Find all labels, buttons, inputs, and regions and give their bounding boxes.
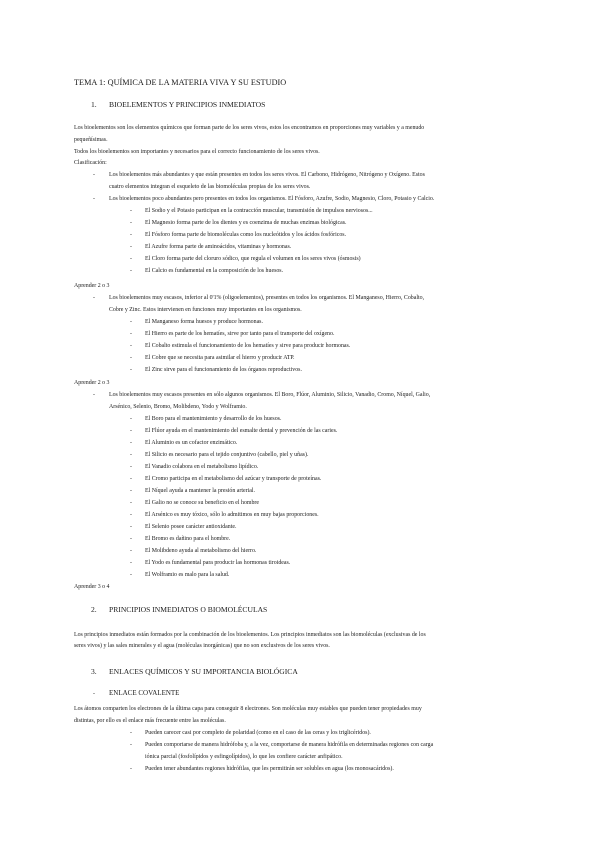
bullet-dash: - <box>130 440 132 446</box>
bullet-dash: - <box>130 244 132 250</box>
bullet-dash: - <box>130 355 132 361</box>
sub-list-item: El Arsénico es muy tóxico, sólo lo admitimos en muy bajas proporciones. <box>145 512 319 518</box>
bullet-dash: - <box>130 428 132 434</box>
sub-list-item: El Cloro forma parte del cloruro sódico, que regula el volumen en los seres vivos (ósmosis) <box>145 256 361 262</box>
bullet-dash: - <box>130 464 132 470</box>
bullet-dash: - <box>130 343 132 349</box>
sub-list-item: El Selenio posee carácter antioxidante. <box>145 524 237 530</box>
list-item: Los bioelementos muy escasos presentes en sólo algunos organismos. El Boro, Flúor, Aluminio, Silicio, Vanadio, Cromo, Níquel, Galio, <box>109 392 431 398</box>
bullet-dash: - <box>130 268 132 274</box>
bullet-dash: - <box>130 452 132 458</box>
sub-list-item: El Azufre forma parte de aminoácidos, vitaminas y hormonas. <box>145 244 292 250</box>
aprender-note: Aprender 2 o 3 <box>74 380 110 386</box>
bullet-dash: - <box>130 536 132 542</box>
sub-list-item: El Vanadio colabora en el metabolismo lipídico. <box>145 464 259 470</box>
sub-list-item: El Manganeso forma huesos y produce hormonas. <box>145 319 263 325</box>
sub-list-item: El Magnesio forma parte de los dientes y es coenzima de muchas enzimas biológicas. <box>145 220 347 226</box>
sub-list-item: El Galio no se conoce su beneficio en el hombre <box>145 500 260 506</box>
bullet-dash: - <box>130 367 132 373</box>
section-2-heading: PRINCIPIOS INMEDIATOS O BIOMOLÉCULAS <box>109 605 268 614</box>
sub-list-item: El Silicio es necesario para el tejido conjuntivo (cabello, piel y uñas). <box>145 452 309 458</box>
subsection-heading: ENLACE COVALENTE <box>109 689 180 697</box>
bullet-dash: - <box>93 392 95 398</box>
bullet-dash: - <box>130 208 132 214</box>
sub-list-item: iónica parcial (fosfolípidos y esfingolípidos), lo que les confiere carácter anfipático. <box>145 754 343 760</box>
bullet-dash: - <box>130 220 132 226</box>
list-item: Los bioelementos muy escasos, inferior al 0'1% (oligoelementos), presentes en todos los organismos. El Manganeso, Hierro, Cobalto, <box>109 295 425 301</box>
sub-list-item: El Aluminio es un cofactor enzimático. <box>145 440 238 446</box>
section-3-heading: ENLACES QUÍMICOS Y SU IMPORTANCIA BIOLÓGICA <box>109 667 298 676</box>
paragraph-line: Los bioelementos son los elementos químicos que forman parte de los seres vivos, estos los encontramos en proporciones muy variables y a menudo <box>74 125 425 131</box>
bullet-dash: - <box>130 488 132 494</box>
sub-list-item: El Calcio es fundamental en la composición de los huesos. <box>145 268 284 274</box>
list-item: Cobre y Zinc. Estos intervienen en funciones muy importantes en los organismos. <box>109 307 302 313</box>
sub-list-item: El Bromo es dañino para el hombre. <box>145 536 231 542</box>
sub-list-item: El Sodio y el Potasio participan en la contracción muscular, transmisión de impulsos nerviosos... <box>145 208 373 214</box>
sub-list-item: Pueden carecer casi por completo de polaridad (como en el caso de las ceras y los triglicéridos). <box>145 730 371 736</box>
paragraph-line: Los principios inmediatos están formados por la combinación de los bioelementos. Los principios inmediatos son las biomoléculas (exclusivas de los <box>74 632 426 638</box>
paragraph-line: distintas, por ello es el enlace más frecuente entre las moléculas. <box>74 718 226 724</box>
bullet-dash: - <box>130 548 132 554</box>
list-item: Los bioelementos poco abundantes pero presentes en todos los organismos. El Fósforo, Azufre, Sodio, Magnesio, Cloro, Potasio y Calcio. <box>109 196 435 202</box>
paragraph-line: Los átomos comparten los electrones de la última capa para conseguir 8 electrones. Son moléculas muy estables que pueden tener propiedades muy <box>74 706 422 712</box>
sub-list-item: El Cobre que se necesita para asimilar el hierro y producir ATP. <box>145 355 295 361</box>
section-2-number: 2. <box>91 605 97 614</box>
bullet-dash: - <box>130 524 132 530</box>
section-1-number: 1. <box>91 100 97 109</box>
bullet-dash: - <box>130 512 132 518</box>
sub-list-item: El Cromo participa en el metabolismo del azúcar y transporte de proteínas. <box>145 476 322 482</box>
sub-list-item: El Níquel ayuda a mantener la presión arterial. <box>145 488 255 494</box>
sub-list-item: Pueden comportarse de manera hidrófoba y, a la vez, comportarse de manera hidrófila en determinadas regiones con carga <box>145 742 434 748</box>
bullet-dash: - <box>130 319 132 325</box>
aprender-note: Aprender 2 o 3 <box>74 283 110 289</box>
bullet-dash: - <box>130 256 132 262</box>
bullet-dash: - <box>130 232 132 238</box>
sub-list-item: El Flúor ayuda en el mantenimiento del esmalte dental y prevención de las caries. <box>145 428 338 434</box>
bullet-dash: - <box>93 172 95 178</box>
bullet-dash: - <box>130 500 132 506</box>
sub-list-item: El Yodo es fundamental para producir las hormonas tiroideas. <box>145 560 291 566</box>
aprender-note: Aprender 3 o 4 <box>74 584 110 590</box>
bullet-dash: - <box>130 560 132 566</box>
sub-list-item: El Wolframio es malo para la salud. <box>145 572 230 578</box>
bullet-dash: - <box>130 416 132 422</box>
bullet-dash: - <box>93 691 95 697</box>
sub-list-item: Pueden tener abundantes regiones hidrófilas, que les permitirán ser solubles en agua (los monosacáridos). <box>145 766 394 772</box>
list-item: Arsénico, Selenio, Bromo, Molibdeno, Yodo y Wolframio. <box>109 404 247 410</box>
bullet-dash: - <box>130 476 132 482</box>
sub-list-item: El Boro para el mantenimiento y desarrollo de los huesos. <box>145 416 282 422</box>
bullet-dash: - <box>93 196 95 202</box>
paragraph-line: Todos los bioelementos son importantes y necesarios para el correcto funcionamiento de los seres vivos. <box>74 149 320 155</box>
sub-list-item: El Zinc sirve para el funcionamiento de los órganos reproductivos. <box>145 367 302 373</box>
bullet-dash: - <box>130 742 132 748</box>
bullet-dash: - <box>130 766 132 772</box>
document-title: TEMA 1: QUÍMICA DE LA MATERIA VIVA Y SU ESTUDIO <box>74 78 287 87</box>
paragraph-line: seres vivos) y las sales minerales y el agua (moléculas inorgánicas) que no son exclusivos de los seres vivos. <box>74 643 330 649</box>
sub-list-item: El Hierro es parte de los hematíes, sirve por tanto para el transporte del oxígeno. <box>145 331 335 337</box>
section-3-number: 3. <box>91 667 97 676</box>
bullet-dash: - <box>130 730 132 736</box>
section-1-heading: BIOELEMENTOS Y PRINCIPIOS INMEDIATOS <box>109 100 266 109</box>
paragraph-line: pequeñísimas. <box>74 137 108 143</box>
sub-list-item: El Fósforo forma parte de biomoléculas como los nucleótidos y los ácidos fosfóricos. <box>145 232 347 238</box>
list-item: Los bioelementos más abundantes y que están presentes en todos los seres vivos. El Carbono, Hidrógeno, Nitrógeno y Oxígeno. Estos <box>109 172 425 178</box>
bullet-dash: - <box>93 295 95 301</box>
sub-list-item: El Molibdeno ayuda al metabolismo del hierro. <box>145 548 257 554</box>
bullet-dash: - <box>130 331 132 337</box>
sub-list-item: El Cobalto estimula el funcionamiento de los hematíes y sirve para producir hormonas. <box>145 343 351 349</box>
paragraph-line: Clasificación: <box>74 160 107 166</box>
list-item: cuatro elementos integran el esqueleto de las biomoléculas propias de los seres vivos. <box>109 184 311 190</box>
bullet-dash: - <box>130 572 132 578</box>
